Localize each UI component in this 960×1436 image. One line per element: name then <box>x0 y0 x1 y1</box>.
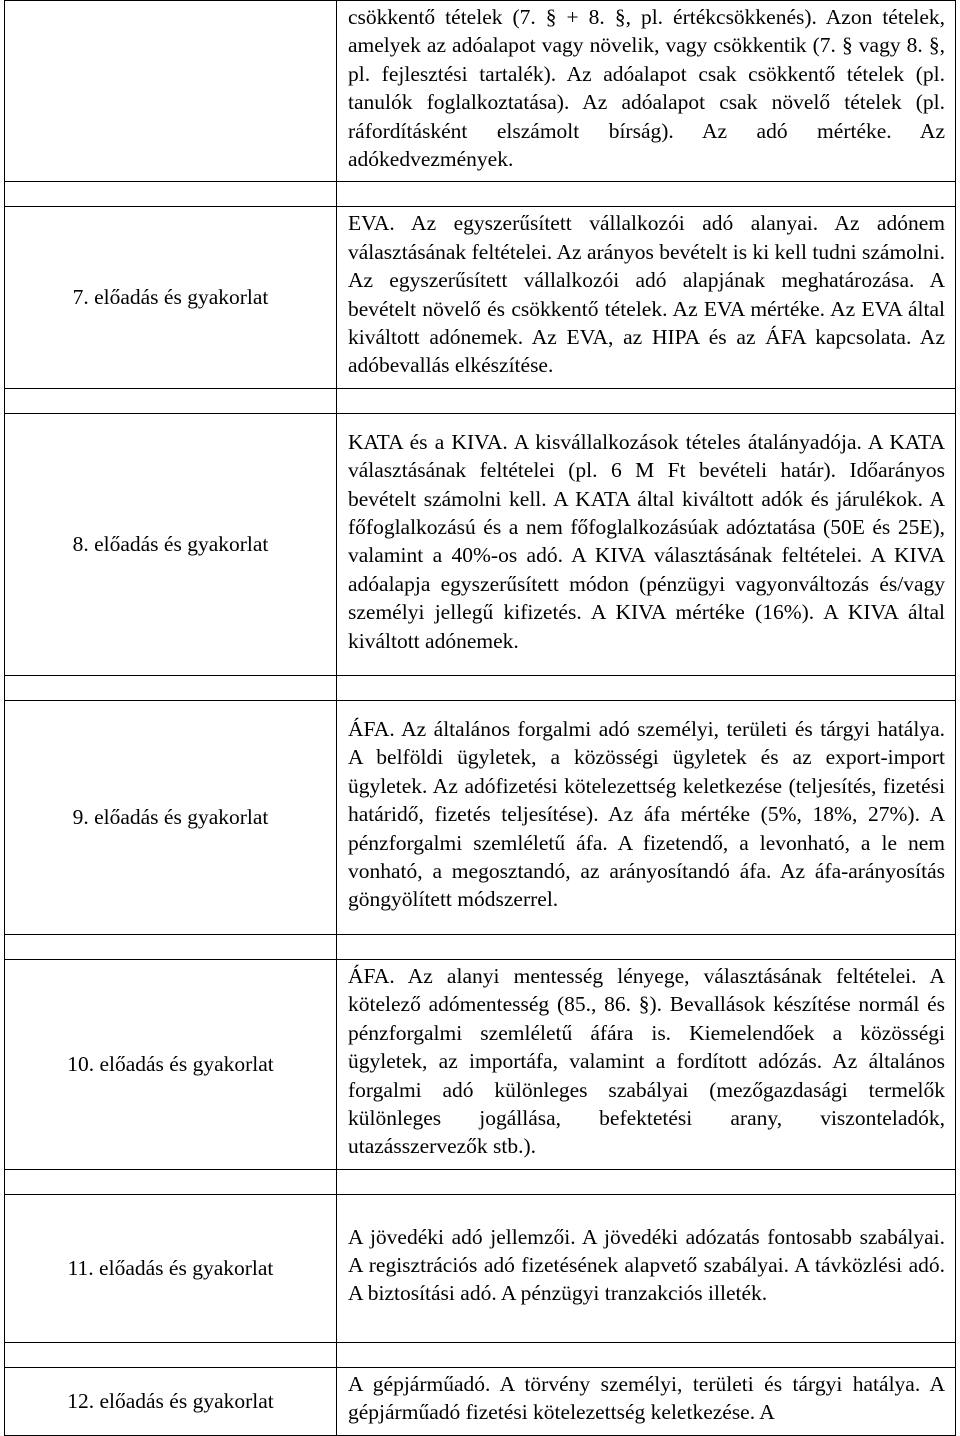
row-description: ÁFA. Az általános forgalmi adó személyi, területi és tárgyi hatálya. A belföldi ügyletek, a közösségi ügyletek és az export-import ügyletek. Az adófizetési kötelezettség keletkezése (teljesítés, fizetési határidő, fizetés teljesítése). Az áfa mértéke (5%, 18%, 27%). A pénzforgalmi szemléletű áfa. A fizetendő, a levonható, a le nem vonható, a megosztandó, az arányosítandó áfa. Az áfa-arányosítás göngyölített módszerrel. <box>337 700 956 934</box>
spacer-row <box>5 675 956 700</box>
spacer-row <box>5 388 956 413</box>
table-row <box>5 413 956 675</box>
spacer-row <box>5 1342 956 1367</box>
row-label: 8. előadás és gyakorlat <box>5 413 337 675</box>
row-description: ÁFA. Az alanyi mentesség lényege, választásának feltételei. A kötelező adómentesség (85., 86. §). Bevallások készítése normál és pénzforgalmi szemléletű áfára is. Kiemelendőek a közösségi ügyletek, az importáfa, valamint a fordított adózás. Az általános forgalmi adó különleges szabályai (mezőgazdasági termelők különleges jogállása, befektetési arany, viszonteladók, utazásszervezők stb.). <box>337 959 956 1169</box>
row-label: 7. előadás és gyakorlat <box>5 207 337 388</box>
table-row <box>5 1194 956 1342</box>
syllabus-table <box>4 0 956 1436</box>
table-row <box>5 1 956 182</box>
spacer-row <box>5 1169 956 1194</box>
row-label: 12. előadás és gyakorlat <box>5 1367 337 1435</box>
row-label <box>5 1 337 182</box>
row-label: 11. előadás és gyakorlat <box>5 1194 337 1342</box>
table-row <box>5 700 956 934</box>
row-description: A jövedéki adó jellemzői. A jövedéki adózatás fontosabb szabályai. A regisztrációs adó fizetésének alapvető szabályai. A távközlési adó. A biztosítási adó. A pénzügyi tranzakciós illeték. <box>337 1194 956 1342</box>
row-description: csökkentő tételek (7. § + 8. §, pl. értékcsökkenés). Azon tételek, amelyek az adóalapot vagy növelik, vagy csökkentik (7. § vagy 8. §, pl. fejlesztési tartalék). Az adóalapot csak csökkentő tételek (pl. tanulók foglalkoztatása). Az adóalapot csak növelő tételek (pl. ráfordításként elszámolt bírság). Az adó mértéke. Az adókedvezmények. <box>337 1 956 182</box>
row-label: 10. előadás és gyakorlat <box>5 959 337 1169</box>
spacer-row <box>5 182 956 207</box>
row-label: 9. előadás és gyakorlat <box>5 700 337 934</box>
table-row <box>5 1367 956 1435</box>
row-description: EVA. Az egyszerűsített vállalkozói adó alanyai. Az adónem választásának feltételei. Az arányos bevételt is ki kell tudni számolni. Az egyszerűsített vállalkozói adó alapjának meghatározása. A bevételt növelő és csökkentő tételek. Az EVA mértéke. Az EVA által kiváltott adónemek. Az EVA, az HIPA és az ÁFA kapcsolata. Az adóbevallás elkészítése. <box>337 207 956 388</box>
table-row <box>5 207 956 388</box>
row-description: A gépjárműadó. A törvény személyi, területi és tárgyi hatálya. A gépjárműadó fizetési kötelezettség keletkezése. A <box>337 1367 956 1435</box>
table-row <box>5 959 956 1169</box>
spacer-row <box>5 934 956 959</box>
row-description: KATA és a KIVA. A kisvállalkozások tételes átalányadója. A KATA választásának feltételei (pl. 6 M Ft bevételi határ). Időarányos bevételt számolni kell. A KATA által kiváltott adók és járulékok. A főfoglalkozású és a nem főfoglalkozásúak adóztatása (50E és 25E), valamint a 40%-os adó. A KIVA választásának feltételei. A KIVA adóalapja egyszerűsített módon (pénzügyi vagyonváltozás és/vagy személyi jellegű kifizetés. A KIVA mértéke (16%). A KIVA által kiváltott adónemek. <box>337 413 956 675</box>
